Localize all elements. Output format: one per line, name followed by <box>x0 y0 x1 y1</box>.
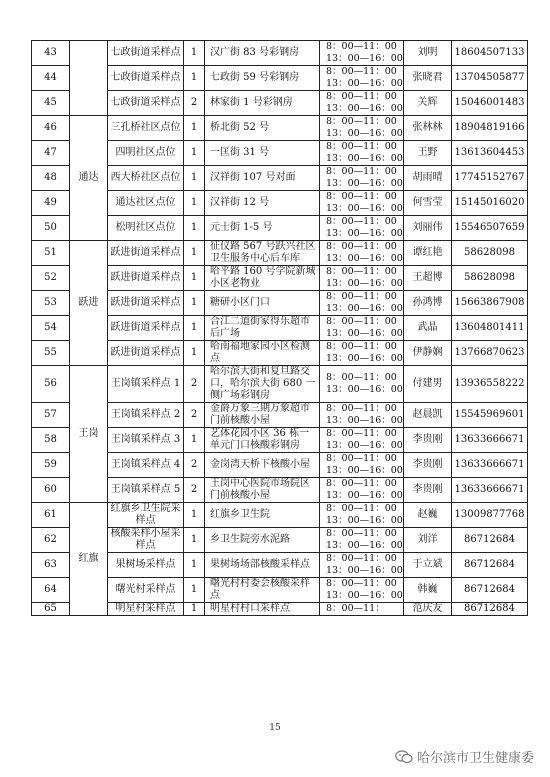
sampling-hours <box>320 266 404 291</box>
time-slot: 13：00—16：00 <box>326 328 403 339</box>
site-address: 林家街 1 号彩钢房 <box>205 91 320 116</box>
contact-phone: 86712684 <box>452 603 528 616</box>
time-slot: 8：00—11：00 <box>326 216 397 227</box>
site-name: 王岗镇采样点 1 <box>108 366 184 403</box>
contact-person: 武晶 <box>404 316 452 341</box>
site-name: 三孔桥社区点位 <box>108 116 184 141</box>
table-row <box>32 116 528 141</box>
sampling-count: 1 <box>184 503 205 528</box>
sampling-hours <box>320 478 404 503</box>
sampling-count: 1 <box>184 578 205 603</box>
contact-person: 韩巍 <box>404 578 452 603</box>
site-address: 曙光村村委会核酸采样点 <box>205 578 320 603</box>
time-slot: 13：00—16：00 <box>326 253 403 264</box>
contact-person: 关辉 <box>404 91 452 116</box>
contact-phone: 86712684 <box>452 528 528 553</box>
time-slot: 8：00—11：00 <box>326 428 397 439</box>
sampling-hours <box>320 241 404 266</box>
site-name: 七政街道采样点 <box>108 66 184 91</box>
site-name: 红旗乡卫生院采样点 <box>108 503 184 528</box>
time-slot: 13：00—16：00 <box>326 128 403 139</box>
contact-phone: 15663867908 <box>452 291 528 316</box>
site-name: 果树场采样点 <box>108 553 184 578</box>
sampling-count: 1 <box>184 141 205 166</box>
row-number: 47 <box>32 141 70 166</box>
site-address: 征仪路 567 号跃兴社区卫生服务中心后车库 <box>205 241 320 266</box>
contact-person: 赵巍 <box>404 503 452 528</box>
time-slot: 8：00—11：00 <box>326 528 397 539</box>
row-number: 45 <box>32 91 70 116</box>
row-number: 58 <box>32 428 70 453</box>
time-slot: 13：00—16：00 <box>326 540 403 551</box>
site-address: 汉广街 83 号彩钢房 <box>205 41 320 66</box>
sampling-hours <box>320 166 404 191</box>
time-slot: 8：00—11：00 <box>326 553 397 564</box>
site-name: 跃进街道采样点 <box>108 341 184 366</box>
contact-person: 张晓君 <box>404 66 452 91</box>
contact-person: 李贵刚 <box>404 478 452 503</box>
sampling-count: 1 <box>184 41 205 66</box>
site-name: 跃进街道采样点 <box>108 316 184 341</box>
sampling-count: 2 <box>184 403 205 428</box>
site-address: 果树场场部核酸采样点 <box>205 553 320 578</box>
row-number: 64 <box>32 578 70 603</box>
time-slot: 13：00—16：00 <box>326 353 403 364</box>
site-address: 七政街 59 号彩钢房 <box>205 66 320 91</box>
row-number: 65 <box>32 603 70 616</box>
site-name: 明星村采样点 <box>108 603 184 616</box>
sampling-count: 1 <box>184 528 205 553</box>
district-cell <box>70 41 108 116</box>
sampling-count: 1 <box>184 291 205 316</box>
site-name: 跃进街道采样点 <box>108 241 184 266</box>
site-address: 糖研小区门口 <box>205 291 320 316</box>
site-name: 王岗镇采样点 5 <box>108 478 184 503</box>
district-cell: 跃进 <box>70 241 108 366</box>
contact-person: 王野 <box>404 141 452 166</box>
sampling-hours <box>320 341 404 366</box>
row-number: 59 <box>32 453 70 478</box>
site-name: 王岗镇采样点 2 <box>108 403 184 428</box>
sampling-hours <box>320 603 404 616</box>
sampling-count: 1 <box>184 191 205 216</box>
site-address: 元士街 1-5 号 <box>205 216 320 241</box>
site-address: 合江二道街家得乐超市后广场 <box>205 316 320 341</box>
time-slot: 8：00—11：00 <box>326 291 397 302</box>
contact-person: 伊静娴 <box>404 341 452 366</box>
table-row <box>32 503 528 528</box>
contact-phone: 58628098 <box>452 266 528 291</box>
site-name: 松明社区点位 <box>108 216 184 241</box>
site-address: 哈南福地家园小区检测点 <box>205 341 320 366</box>
time-slot: 13：00—16：00 <box>326 565 403 576</box>
site-name: 核酸采样小屋采样点 <box>108 528 184 553</box>
site-name: 七政街道采样点 <box>108 91 184 116</box>
sampling-hours <box>320 316 404 341</box>
contact-phone: 15545969601 <box>452 403 528 428</box>
contact-phone: 18904819166 <box>452 116 528 141</box>
sampling-hours <box>320 141 404 166</box>
district-cell: 王岗 <box>70 366 108 503</box>
sampling-count: 2 <box>184 453 205 478</box>
table-row <box>32 366 528 403</box>
district-cell: 通达 <box>70 116 108 241</box>
time-slot: 8：00—11：00 <box>326 316 397 327</box>
time-slot: 13：00—16：00 <box>326 490 403 501</box>
time-slot: 8：00—11：00 <box>326 116 397 127</box>
sampling-hours <box>320 191 404 216</box>
watermark <box>395 747 534 766</box>
contact-phone: 13633666671 <box>452 428 528 453</box>
contact-phone: 13613604453 <box>452 141 528 166</box>
row-number: 55 <box>32 341 70 366</box>
time-slot: 13：00—16：00 <box>326 303 403 314</box>
time-slot: 8：00—11：00 <box>326 91 397 102</box>
sampling-count: 1 <box>184 553 205 578</box>
sampling-hours <box>320 116 404 141</box>
contact-phone: 15046001483 <box>452 91 528 116</box>
site-name: 跃进街道采样点 <box>108 266 184 291</box>
sampling-count: 1 <box>184 66 205 91</box>
contact-person: 李贵刚 <box>404 428 452 453</box>
site-name: 七政街道采样点 <box>108 41 184 66</box>
sampling-hours <box>320 553 404 578</box>
sampling-count: 1 <box>184 166 205 191</box>
contact-person: 何雪莹 <box>404 191 452 216</box>
contact-person: 刘洋 <box>404 528 452 553</box>
time-slot: 8：00—11：00 <box>326 503 397 514</box>
time-slot: 8：00—11：00 <box>326 341 397 352</box>
time-slot: 13：00—16：00 <box>326 103 403 114</box>
sampling-hours <box>320 428 404 453</box>
row-number: 57 <box>32 403 70 428</box>
contact-phone: 86712684 <box>452 553 528 578</box>
row-number: 54 <box>32 316 70 341</box>
time-slot: 13：00—16：00 <box>326 590 403 601</box>
time-slot: 8：00—11：00 <box>326 478 397 489</box>
contact-person: 李贵刚 <box>404 453 452 478</box>
sampling-hours <box>320 578 404 603</box>
contact-person: 张林林 <box>404 116 452 141</box>
row-number: 56 <box>32 366 70 403</box>
time-slot: 8：00—11：00 <box>326 66 397 77</box>
contact-phone: 13633666671 <box>452 453 528 478</box>
contact-person: 孙鸿博 <box>404 291 452 316</box>
contact-person: 赵晨凯 <box>404 403 452 428</box>
sampling-count: 1 <box>184 266 205 291</box>
sampling-hours <box>320 403 404 428</box>
time-slot: 8：00—11：00 <box>326 41 397 52</box>
site-name: 王岗镇采样点 4 <box>108 453 184 478</box>
site-address: 红旗乡卫生院 <box>205 503 320 528</box>
time-slot: 13：00—16：00 <box>326 78 403 89</box>
time-slot: 13：00—16：00 <box>326 515 403 526</box>
row-number: 53 <box>32 291 70 316</box>
contact-phone: 18604507133 <box>452 41 528 66</box>
contact-person: 王超博 <box>404 266 452 291</box>
site-name: 王岗镇采样点 3 <box>108 428 184 453</box>
contact-person: 于立斌 <box>404 553 452 578</box>
watermark-text: 哈尔滨市卫生健康委 <box>416 751 534 766</box>
site-address: 王岗中心医院市场院区门前核酸小屋 <box>205 478 320 503</box>
site-name: 跃进街道采样点 <box>108 291 184 316</box>
sampling-hours <box>320 41 404 66</box>
sampling-sites-table <box>31 40 528 616</box>
contact-phone: 58628098 <box>452 241 528 266</box>
sampling-count: 1 <box>184 428 205 453</box>
time-slot: 13：00—16：00 <box>326 278 403 289</box>
site-address: 艺体花园小区 36 栋一单元门口核酸彩钢房 <box>205 428 320 453</box>
contact-phone: 13766870623 <box>452 341 528 366</box>
time-slot: 8：00—11：00 <box>326 241 397 252</box>
time-slot: 8：00—11：00 <box>326 453 397 464</box>
sampling-count: 2 <box>184 478 205 503</box>
sampling-hours <box>320 91 404 116</box>
time-slot: 8：00—11：00 <box>326 266 397 277</box>
time-slot: 13：00—16：00 <box>326 440 403 451</box>
contact-phone: 13704505877 <box>452 66 528 91</box>
site-address: 金爵万象三期万象超市门前核酸小屋 <box>205 403 320 428</box>
site-address: 哈平路 160 号学院新城小区老物业 <box>205 266 320 291</box>
sampling-count: 2 <box>184 366 205 403</box>
contact-person: 刘明 <box>404 41 452 66</box>
time-slot: 8：00—11：00 <box>326 372 397 383</box>
site-address: 桥北街 52 号 <box>205 116 320 141</box>
sampling-hours <box>320 453 404 478</box>
contact-phone: 13936558222 <box>452 366 528 403</box>
sampling-count: 1 <box>184 241 205 266</box>
sampling-count: 1 <box>184 216 205 241</box>
row-number: 61 <box>32 503 70 528</box>
sampling-count: 1 <box>184 116 205 141</box>
row-number: 50 <box>32 216 70 241</box>
site-address: 汉祥街 12 号 <box>205 191 320 216</box>
time-slot: 8：00—11：00 <box>326 166 397 177</box>
site-address: 金岗湾天桥下核酸小屋 <box>205 453 320 478</box>
contact-phone: 13604801411 <box>452 316 528 341</box>
site-address: 汉祥街 107 号对面 <box>205 166 320 191</box>
time-slot: 13：00—16：00 <box>326 203 403 214</box>
row-number: 46 <box>32 116 70 141</box>
row-number: 51 <box>32 241 70 266</box>
row-number: 48 <box>32 166 70 191</box>
contact-person: 范庆友 <box>404 603 452 616</box>
sampling-hours <box>320 366 404 403</box>
contact-person: 胡雨晴 <box>404 166 452 191</box>
time-slot: 13：00—16：00 <box>326 228 403 239</box>
contact-phone: 13633666671 <box>452 478 528 503</box>
page-number: 15 <box>269 723 281 733</box>
contact-phone: 13009877768 <box>452 503 528 528</box>
time-slot: 8：00—11：00 <box>326 191 397 202</box>
site-name: 四明社区点位 <box>108 141 184 166</box>
sampling-count: 1 <box>184 316 205 341</box>
time-slot: 13：00—16：00 <box>326 153 403 164</box>
district-cell: 红旗 <box>70 503 108 616</box>
sampling-hours <box>320 66 404 91</box>
site-address: 明星村村口采样点 <box>205 603 320 616</box>
table-row <box>32 241 528 266</box>
time-slot: 8：00—11：00 <box>326 141 397 152</box>
time-slot: 13：00—16：00 <box>326 415 403 426</box>
site-name: 通达社区点位 <box>108 191 184 216</box>
sampling-count: 1 <box>184 603 205 616</box>
contact-phone: 15145016020 <box>452 191 528 216</box>
time-slot: 13：00—16：00 <box>326 178 403 189</box>
wechat-icon <box>395 750 413 764</box>
contact-phone: 15546507659 <box>452 216 528 241</box>
contact-person: 刘丽伟 <box>404 216 452 241</box>
sampling-hours <box>320 528 404 553</box>
time-slot: 8：00—11： <box>326 603 385 614</box>
site-address: 乡卫生院旁水泥路 <box>205 528 320 553</box>
time-slot: 13：00—16：00 <box>326 53 403 64</box>
contact-phone: 86712684 <box>452 578 528 603</box>
contact-person: 谭红艳 <box>404 241 452 266</box>
row-number: 60 <box>32 478 70 503</box>
table-row <box>32 41 528 66</box>
sampling-hours <box>320 291 404 316</box>
site-name: 曙光村采样点 <box>108 578 184 603</box>
time-slot: 13：00—16：00 <box>326 465 403 476</box>
row-number: 44 <box>32 66 70 91</box>
row-number: 49 <box>32 191 70 216</box>
sampling-hours <box>320 216 404 241</box>
site-address: 一匡街 31 号 <box>205 141 320 166</box>
table-body <box>32 41 528 616</box>
sampling-count: 2 <box>184 91 205 116</box>
sampling-count: 1 <box>184 341 205 366</box>
row-number: 43 <box>32 41 70 66</box>
time-slot: 13：00—16：00 <box>326 384 403 395</box>
row-number: 52 <box>32 266 70 291</box>
contact-person: 付建男 <box>404 366 452 403</box>
site-name: 西大桥社区点位 <box>108 166 184 191</box>
sampling-hours <box>320 503 404 528</box>
row-number: 62 <box>32 528 70 553</box>
site-address: 哈尔滨大街和复旦路交口，哈尔滨大街 680 一侧广场彩钢房 <box>205 366 320 403</box>
time-slot: 8：00—11：00 <box>326 578 397 589</box>
time-slot: 8：00—11：00 <box>326 403 397 414</box>
contact-phone: 17745152767 <box>452 166 528 191</box>
row-number: 63 <box>32 553 70 578</box>
